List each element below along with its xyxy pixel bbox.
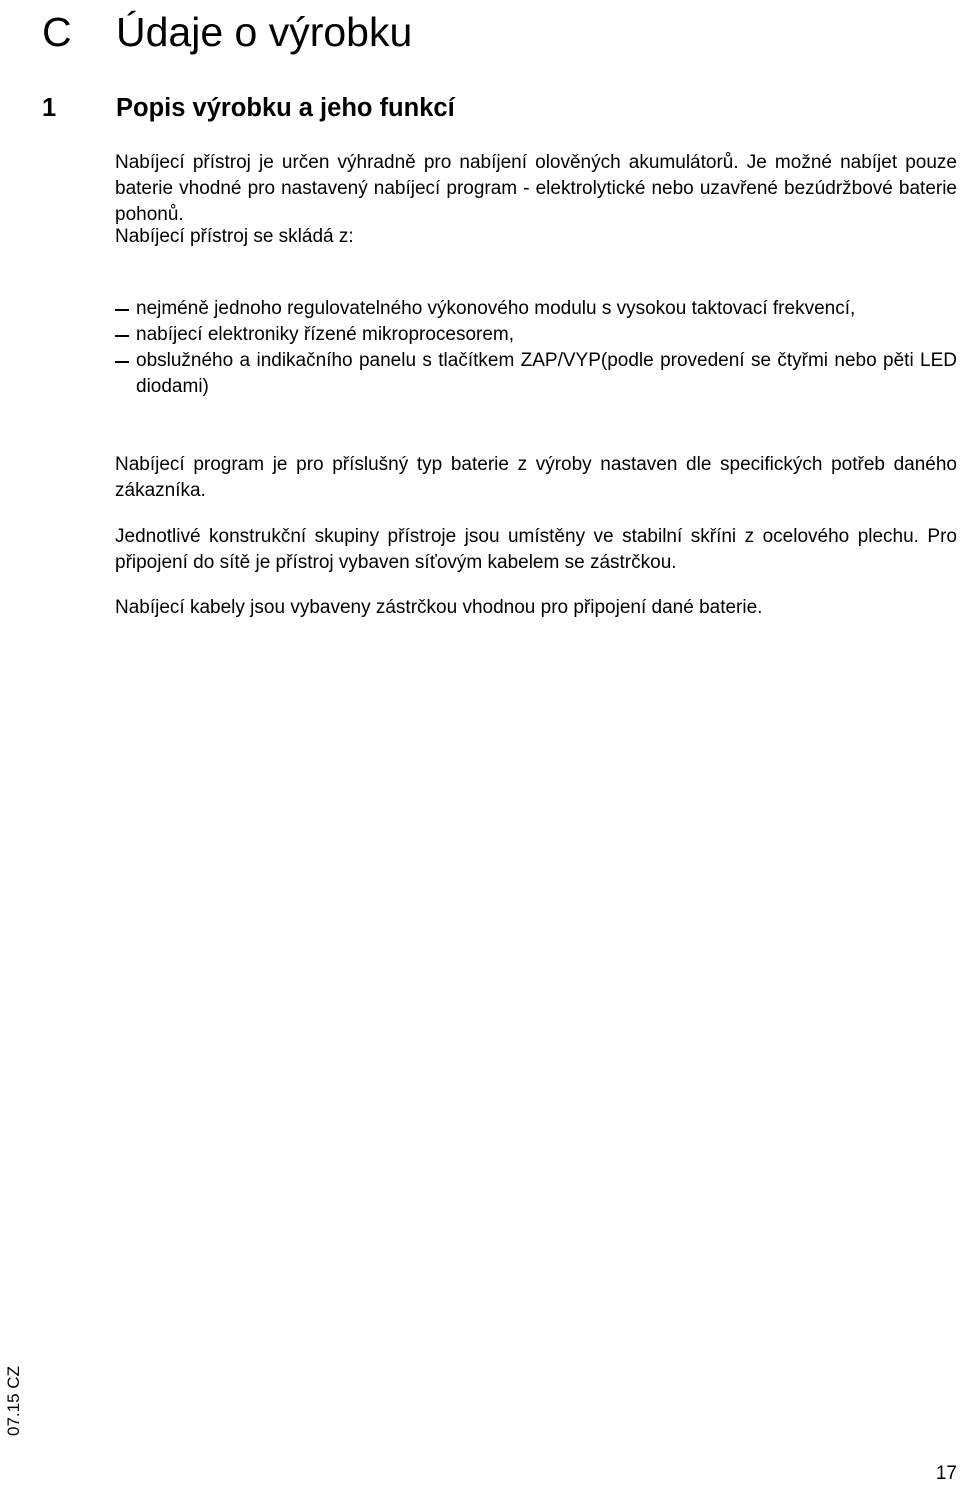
- list-item: nejméně jednoho regulovatelného výkonového modulu s vysokou taktovací frekvencí,: [115, 296, 957, 322]
- program-paragraph: Nabíjecí program je pro příslušný typ baterie z výroby nastaven dle specifických potřeb daného zákazníka.: [115, 454, 957, 501]
- components-heading: Nabíjecí přístroj se skládá z:: [115, 226, 354, 247]
- edition-note: [0, 1362, 28, 1440]
- chapter-heading: [42, 4, 942, 60]
- section-heading: [42, 88, 942, 128]
- section-number: 1: [42, 94, 57, 122]
- chapter-title: Údaje o výrobku: [116, 9, 413, 55]
- list-item: obslužného a indikačního panelu s tlačítkem ZAP/VYP(podle provedení se čtyřmi nebo pěti LED diodami): [115, 348, 957, 400]
- construction-paragraph: Jednotlivé konstrukční skupiny přístroje jsou umístěny ve stabilní skříni z ocelového plechu. Pro připojení do sítě je přístroj vybaven síťovým kabelem se zástrčkou.: [115, 526, 957, 573]
- chapter-letter: C: [42, 9, 72, 55]
- components-list: [115, 296, 957, 400]
- edition-label: 07.15 CZ: [4, 1366, 23, 1436]
- cables-paragraph: Nabíjecí kabely jsou vybaveny zástrčkou vhodnou pro připojení dané baterie.: [115, 597, 763, 618]
- section-title: Popis výrobku a jeho funkcí: [116, 94, 455, 122]
- page-number: 17: [935, 1463, 957, 1484]
- list-item: nabíjecí elektroniky řízené mikroprocesorem,: [115, 322, 957, 348]
- intro-paragraph: Nabíjecí přístroj je určen výhradně pro nabíjení olověných akumulátorů. Je možné nabíjet pouze baterie vhodné pro nastavený nabíjecí program - elektrolytické nebo uzavřené bezúdržbové baterie pohonů.: [115, 152, 957, 225]
